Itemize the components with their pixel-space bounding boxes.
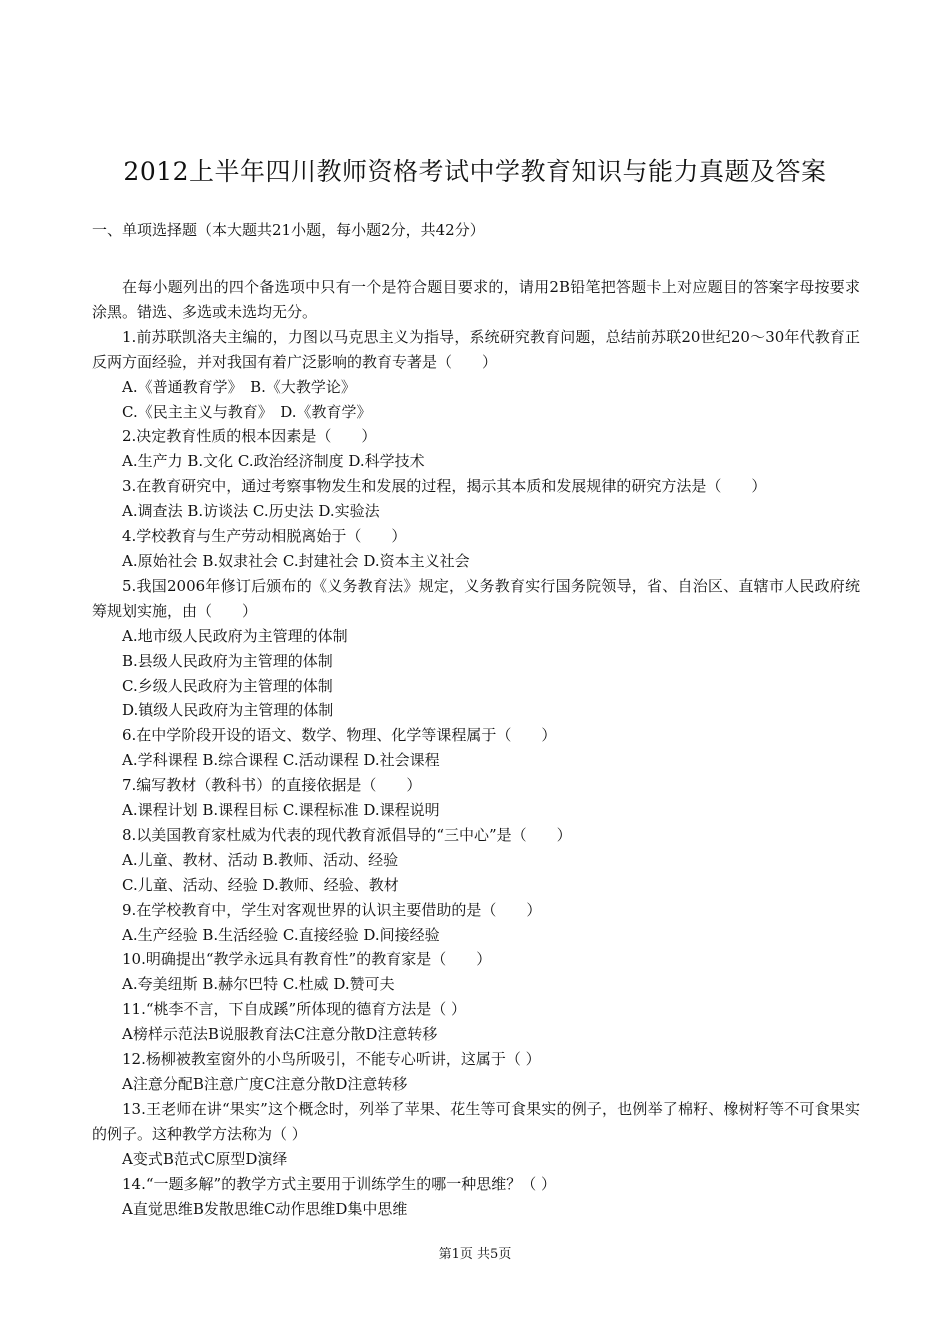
text-line: 14.“一题多解”的教学方式主要用于训练学生的哪一种思维？（ ）	[122, 1174, 556, 1193]
question-paragraph: 13.王老师在讲“果实”这个概念时，列举了苹果、花生等可食果实的例子，也例举了棉籽、橡树籽等不可食果实的例子。这种教学方法称为（ ）	[92, 1099, 860, 1143]
question-paragraph: 5.我国2006年修订后颁布的《义务教育法》规定，义务教育实行国务院领导，省、自治区、直辖市人民政府统筹规划实施，由（ ）	[92, 576, 860, 620]
section-header: 一、单项选择题（本大题共21小题，每小题2分，共42分）	[92, 221, 485, 239]
text-line: 6.在中学阶段开设的语文、数学、物理、化学等课程属于（ ）	[122, 726, 557, 745]
question-paragraph: 1.前苏联凯洛夫主编的，力图以马克思主义为指导，系统研究教育问题，总结前苏联20世纪20～30年代教育正反两方面经验，并对我国有着广泛影响的教育专著是（ ）	[92, 327, 860, 371]
text-line: 4.学校教育与生产劳动相脱离始于（ ）	[122, 527, 407, 546]
question-list	[92, 275, 860, 1221]
text-line: A.生产经验 B.生活经验 C.直接经验 D.间接经验	[122, 925, 440, 944]
text-line: A榜样示范法B说服教育法C注意分散D注意转移	[122, 1025, 438, 1044]
text-line: C.乡级人民政府为主管理的体制	[122, 676, 333, 695]
text-line: 9.在学校教育中，学生对客观世界的认识主要借助的是（ ）	[122, 900, 542, 919]
document-title: 2012上半年四川教师资格考试中学教育知识与能力真题及答案	[123, 157, 827, 186]
text-line: A.夸美纽斯 B.赫尔巴特 C.杜威 D.赞可夫	[122, 975, 395, 994]
text-line: A.课程计划 B.课程目标 C.课程标准 D.课程说明	[122, 801, 440, 820]
text-line: A.《普通教育学》 B.《大教学论》	[122, 377, 356, 396]
text-line: A注意分配B注意广度C注意分散D注意转移	[122, 1075, 408, 1093]
text-line: A.地市级人民政府为主管理的体制	[122, 626, 348, 645]
text-line: 3.在教育研究中，通过考察事物发生和发展的过程，揭示其本质和发展规律的研究方法是（ ）	[122, 477, 767, 496]
text-line: A变式B范式C原型D演绎	[122, 1149, 288, 1168]
text-line: C.《民主主义与教育》 D.《教育学》	[122, 402, 372, 421]
text-line: B.县级人民政府为主管理的体制	[122, 651, 333, 670]
text-line: 12.杨柳被教室窗外的小鸟所吸引，不能专心听讲，这属于（ ）	[122, 1050, 541, 1069]
text-line: A.原始社会 B.奴隶社会 C.封建社会 D.资本主义社会	[122, 551, 470, 570]
text-line: 10.明确提出“教学永远具有教育性”的教育家是（ ）	[122, 950, 492, 969]
text-line: A.调查法 B.访谈法 C.历史法 D.实验法	[122, 502, 380, 521]
text-line: 8.以美国教育家杜威为代表的现代教育派倡导的“三中心”是（ ）	[122, 825, 572, 844]
instructions-paragraph: 在每小题列出的四个备选项中只有一个是符合题目要求的，请用2B铅笔把答题卡上对应题目的答案字母按要求涂黑。错选、多选或未选均无分。	[92, 278, 860, 321]
page-footer: 第1页 共5页	[438, 1247, 512, 1262]
text-line: A直觉思维B发散思维C动作思维D集中思维	[122, 1199, 408, 1218]
text-line: D.镇级人民政府为主管理的体制	[122, 701, 334, 720]
text-line: 2.决定教育性质的根本因素是（ ）	[122, 427, 377, 446]
question-lines	[92, 325, 860, 1222]
text-line: C.儿童、活动、经验 D.教师、经验、教材	[122, 875, 399, 894]
text-line: A.生产力 B.文化 C.政治经济制度 D.科学技术	[122, 452, 425, 471]
text-line: 7.编写教材（教科书）的直接依据是（ ）	[122, 776, 422, 795]
text-line: 11.“桃李不言，下自成蹊”所体现的德育方法是（ ）	[122, 1000, 466, 1019]
text-line: A.儿童、教材、活动 B.教师、活动、经验	[122, 850, 399, 869]
text-line: A.学科课程 B.综合课程 C.活动课程 D.社会课程	[122, 751, 440, 770]
